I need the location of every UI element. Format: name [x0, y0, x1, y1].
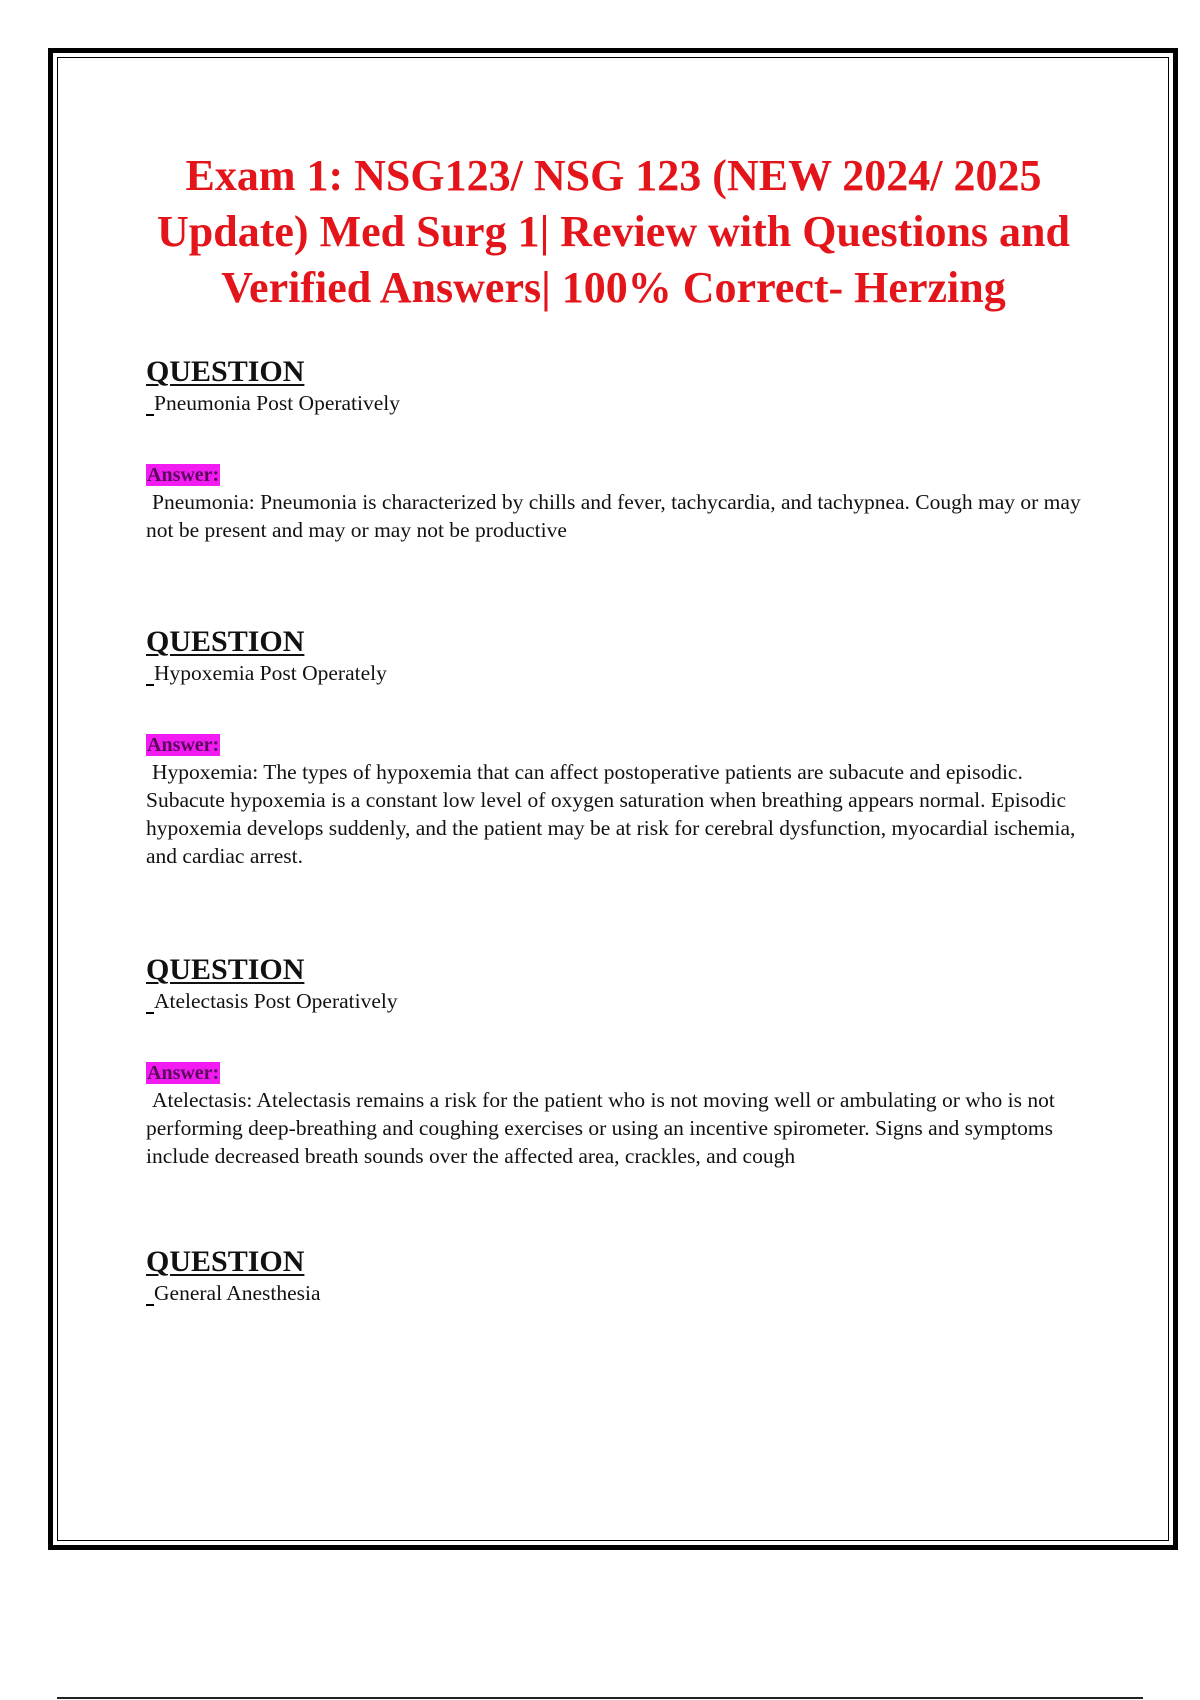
qa-item: [146, 1246, 1091, 1306]
question-heading: QUESTION: [146, 355, 305, 388]
qa-item: [146, 356, 1091, 544]
answer-text: Pneumonia: Pneumonia is characterized by chills and fever, tachycardia, and tachypnea. Cough may or may not be present and may or may not be productive: [146, 490, 1081, 542]
qa-item: [146, 954, 1091, 1170]
question-text-value: Atelectasis Post Operatively: [154, 989, 398, 1013]
qa-item: [146, 626, 1091, 870]
underscore-mark: [146, 400, 154, 416]
underscore-mark: [146, 998, 154, 1014]
document-body: [146, 148, 1091, 1306]
question-text: [146, 660, 1091, 686]
underscore-mark: [146, 1290, 154, 1306]
answer-label: Answer:: [147, 734, 220, 756]
answer-text: Hypoxemia: The types of hypoxemia that can affect postoperative patients are subacute and episodic. Subacute hypoxemia is a constant low level of oxygen saturation when breathing appears normal. Episodic hypoxemia develops suddenly, and the patient may be at risk for cerebral dysfunction, myocardial ischemia, and cardiac arrest.: [146, 760, 1076, 868]
footer-rule: [57, 1697, 1143, 1699]
question-text: [146, 988, 1091, 1014]
answer-label: Answer:: [147, 464, 220, 486]
answer-text: Atelectasis: Atelectasis remains a risk for the patient who is not moving well or ambulating or who is not performing deep-breathing and coughing exercises or using an incentive spirometer. Signs and symptoms include decreased breath sounds over the affected area, crackles, and cough: [146, 1088, 1055, 1168]
question-heading: QUESTION: [146, 625, 305, 658]
underscore-mark: [146, 670, 154, 686]
document-title: Exam 1: NSG123/ NSG 123 (NEW 2024/ 2025 Update) Med Surg 1| Review with Questions and Verified Answers| 100% Correct- Herzing: [157, 151, 1070, 312]
question-heading: QUESTION: [146, 1245, 305, 1278]
question-text-value: Pneumonia Post Operatively: [154, 391, 401, 415]
question-heading: QUESTION: [146, 953, 305, 986]
question-text-value: Hypoxemia Post Operately: [154, 661, 387, 685]
question-text: [146, 390, 1091, 416]
answer-label: Answer:: [147, 1062, 220, 1084]
question-text-value: General Anesthesia: [154, 1281, 321, 1305]
question-text: [146, 1280, 1091, 1306]
